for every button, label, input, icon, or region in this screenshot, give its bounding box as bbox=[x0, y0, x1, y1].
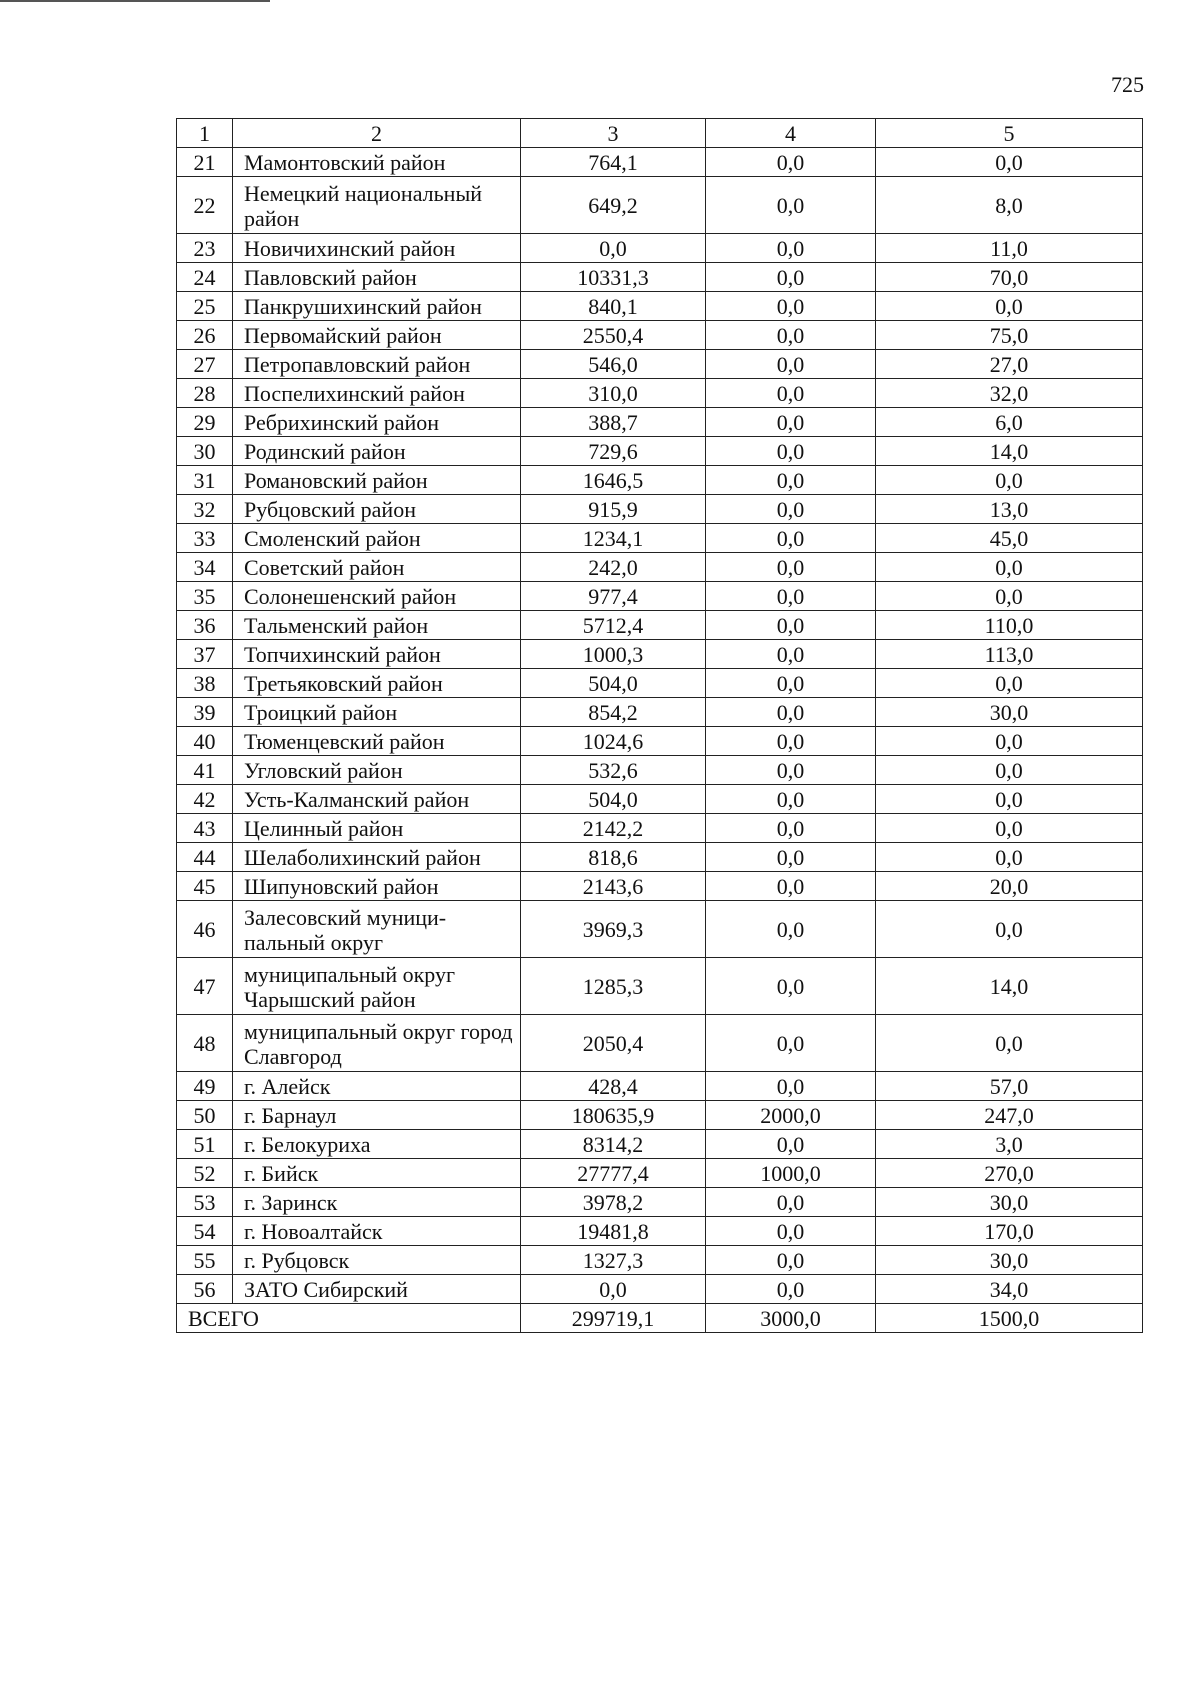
column-4-value-cell: 0,0 bbox=[706, 669, 876, 698]
table-row bbox=[177, 958, 1143, 1015]
column-3-value-cell: 504,0 bbox=[521, 669, 706, 698]
table-row bbox=[177, 1101, 1143, 1130]
row-number-cell: 39 bbox=[177, 698, 233, 727]
column-3-value-cell: 1024,6 bbox=[521, 727, 706, 756]
table-row bbox=[177, 495, 1143, 524]
total-row bbox=[177, 1304, 1143, 1333]
column-5-value-cell: 0,0 bbox=[876, 756, 1143, 785]
column-4-value-cell: 0,0 bbox=[706, 901, 876, 958]
column-3-value-cell: 1646,5 bbox=[521, 466, 706, 495]
row-number-cell: 51 bbox=[177, 1130, 233, 1159]
row-number-cell: 42 bbox=[177, 785, 233, 814]
column-4-value-cell: 0,0 bbox=[706, 1130, 876, 1159]
table-row bbox=[177, 698, 1143, 727]
table-row bbox=[177, 1246, 1143, 1275]
column-3-value-cell: 977,4 bbox=[521, 582, 706, 611]
table-row bbox=[177, 263, 1143, 292]
column-4-value-cell: 0,0 bbox=[706, 698, 876, 727]
row-number-cell: 31 bbox=[177, 466, 233, 495]
column-5-value-cell: 20,0 bbox=[876, 872, 1143, 901]
column-5-value-cell: 110,0 bbox=[876, 611, 1143, 640]
column-5-value-cell: 0,0 bbox=[876, 553, 1143, 582]
scan-edge-line bbox=[0, 0, 270, 2]
column-4-value-cell: 0,0 bbox=[706, 553, 876, 582]
district-name-cell: г. Заринск bbox=[233, 1188, 521, 1217]
header-row bbox=[177, 119, 1143, 148]
column-4-value-cell: 0,0 bbox=[706, 321, 876, 350]
district-name-cell: Угловский район bbox=[233, 756, 521, 785]
row-number-cell: 30 bbox=[177, 437, 233, 466]
row-number-cell: 35 bbox=[177, 582, 233, 611]
table-row bbox=[177, 901, 1143, 958]
column-5-value-cell: 13,0 bbox=[876, 495, 1143, 524]
page-number: 725 bbox=[1111, 72, 1144, 97]
table-row bbox=[177, 1217, 1143, 1246]
column-5-value-cell: 170,0 bbox=[876, 1217, 1143, 1246]
column-4-value-cell: 0,0 bbox=[706, 1275, 876, 1304]
table-row bbox=[177, 785, 1143, 814]
total-c5-value: 1500,0 bbox=[876, 1304, 1143, 1333]
column-5-value-cell: 34,0 bbox=[876, 1275, 1143, 1304]
column-3-value-cell: 1234,1 bbox=[521, 524, 706, 553]
column-4-value-cell: 2000,0 bbox=[706, 1101, 876, 1130]
column-3-value-cell: 915,9 bbox=[521, 495, 706, 524]
district-name-cell: Советский район bbox=[233, 553, 521, 582]
district-name-cell: Мамонтовский район bbox=[233, 148, 521, 177]
column-4-value-cell: 0,0 bbox=[706, 379, 876, 408]
header-cell-4: 4 bbox=[706, 119, 876, 148]
row-number-cell: 27 bbox=[177, 350, 233, 379]
column-5-value-cell: 0,0 bbox=[876, 148, 1143, 177]
column-3-value-cell: 764,1 bbox=[521, 148, 706, 177]
row-number-cell: 54 bbox=[177, 1217, 233, 1246]
district-name-cell: г. Белокуриха bbox=[233, 1130, 521, 1159]
column-4-value-cell: 0,0 bbox=[706, 234, 876, 263]
table-row bbox=[177, 669, 1143, 698]
table-row bbox=[177, 321, 1143, 350]
table-row bbox=[177, 1015, 1143, 1072]
column-4-value-cell: 0,0 bbox=[706, 785, 876, 814]
district-name-cell: Ребрихинский район bbox=[233, 408, 521, 437]
column-4-value-cell: 0,0 bbox=[706, 148, 876, 177]
table-row bbox=[177, 582, 1143, 611]
column-5-value-cell: 113,0 bbox=[876, 640, 1143, 669]
district-name-cell: Новичихинский район bbox=[233, 234, 521, 263]
column-4-value-cell: 0,0 bbox=[706, 843, 876, 872]
column-5-value-cell: 0,0 bbox=[876, 582, 1143, 611]
column-5-value-cell: 0,0 bbox=[876, 292, 1143, 321]
district-name-cell: Поспелихинский район bbox=[233, 379, 521, 408]
district-name-cell: Топчихинский район bbox=[233, 640, 521, 669]
district-name-cell: Панкрушихинский район bbox=[233, 292, 521, 321]
district-name-cell: Троицкий район bbox=[233, 698, 521, 727]
district-name-cell: Павловский район bbox=[233, 263, 521, 292]
total-label: ВСЕГО bbox=[177, 1304, 521, 1333]
column-5-value-cell: 270,0 bbox=[876, 1159, 1143, 1188]
column-3-value-cell: 2550,4 bbox=[521, 321, 706, 350]
district-name-cell: Рубцовский район bbox=[233, 495, 521, 524]
row-number-cell: 52 bbox=[177, 1159, 233, 1188]
column-4-value-cell: 0,0 bbox=[706, 872, 876, 901]
row-number-cell: 38 bbox=[177, 669, 233, 698]
district-name-cell: г. Алейск bbox=[233, 1072, 521, 1101]
header-cell-3: 3 bbox=[521, 119, 706, 148]
column-3-value-cell: 854,2 bbox=[521, 698, 706, 727]
district-name-cell: Солонешенский район bbox=[233, 582, 521, 611]
column-5-value-cell: 14,0 bbox=[876, 437, 1143, 466]
row-number-cell: 41 bbox=[177, 756, 233, 785]
column-4-value-cell: 0,0 bbox=[706, 292, 876, 321]
row-number-cell: 32 bbox=[177, 495, 233, 524]
column-3-value-cell: 27777,4 bbox=[521, 1159, 706, 1188]
district-name-cell: Третьяковский район bbox=[233, 669, 521, 698]
table-row bbox=[177, 292, 1143, 321]
row-number-cell: 44 bbox=[177, 843, 233, 872]
column-3-value-cell: 2143,6 bbox=[521, 872, 706, 901]
table-row bbox=[177, 350, 1143, 379]
header-cell-2: 2 bbox=[233, 119, 521, 148]
column-4-value-cell: 0,0 bbox=[706, 611, 876, 640]
column-4-value-cell: 0,0 bbox=[706, 350, 876, 379]
table-row bbox=[177, 524, 1143, 553]
district-name-cell: Залесовский муници-пальный округ bbox=[233, 901, 521, 958]
district-name-cell: Шипуновский район bbox=[233, 872, 521, 901]
column-4-value-cell: 0,0 bbox=[706, 1015, 876, 1072]
column-4-value-cell: 0,0 bbox=[706, 582, 876, 611]
column-3-value-cell: 0,0 bbox=[521, 1275, 706, 1304]
header-cell-1: 1 bbox=[177, 119, 233, 148]
column-4-value-cell: 0,0 bbox=[706, 640, 876, 669]
column-5-value-cell: 27,0 bbox=[876, 350, 1143, 379]
table-row bbox=[177, 756, 1143, 785]
district-name-cell: муниципальный округ Чарышский район bbox=[233, 958, 521, 1015]
table-row bbox=[177, 1275, 1143, 1304]
column-3-value-cell: 8314,2 bbox=[521, 1130, 706, 1159]
table-row bbox=[177, 1159, 1143, 1188]
row-number-cell: 24 bbox=[177, 263, 233, 292]
row-number-cell: 50 bbox=[177, 1101, 233, 1130]
column-4-value-cell: 0,0 bbox=[706, 814, 876, 843]
total-c4-value: 3000,0 bbox=[706, 1304, 876, 1333]
column-3-value-cell: 818,6 bbox=[521, 843, 706, 872]
column-3-value-cell: 3969,3 bbox=[521, 901, 706, 958]
table-row bbox=[177, 611, 1143, 640]
column-3-value-cell: 649,2 bbox=[521, 177, 706, 234]
column-3-value-cell: 1327,3 bbox=[521, 1246, 706, 1275]
column-3-value-cell: 2050,4 bbox=[521, 1015, 706, 1072]
table-row bbox=[177, 1188, 1143, 1217]
column-5-value-cell: 30,0 bbox=[876, 1188, 1143, 1217]
district-name-cell: г. Новоалтайск bbox=[233, 1217, 521, 1246]
column-5-value-cell: 14,0 bbox=[876, 958, 1143, 1015]
column-4-value-cell: 0,0 bbox=[706, 408, 876, 437]
column-5-value-cell: 0,0 bbox=[876, 814, 1143, 843]
district-name-cell: Тальменский район bbox=[233, 611, 521, 640]
table-row bbox=[177, 379, 1143, 408]
column-5-value-cell: 75,0 bbox=[876, 321, 1143, 350]
column-3-value-cell: 19481,8 bbox=[521, 1217, 706, 1246]
table-row bbox=[177, 177, 1143, 234]
column-3-value-cell: 532,6 bbox=[521, 756, 706, 785]
row-number-cell: 55 bbox=[177, 1246, 233, 1275]
column-5-value-cell: 70,0 bbox=[876, 263, 1143, 292]
column-5-value-cell: 247,0 bbox=[876, 1101, 1143, 1130]
row-number-cell: 37 bbox=[177, 640, 233, 669]
column-3-value-cell: 546,0 bbox=[521, 350, 706, 379]
row-number-cell: 28 bbox=[177, 379, 233, 408]
district-name-cell: Шелаболихинский район bbox=[233, 843, 521, 872]
row-number-cell: 29 bbox=[177, 408, 233, 437]
column-5-value-cell: 0,0 bbox=[876, 901, 1143, 958]
row-number-cell: 21 bbox=[177, 148, 233, 177]
row-number-cell: 22 bbox=[177, 177, 233, 234]
column-4-value-cell: 0,0 bbox=[706, 524, 876, 553]
row-number-cell: 33 bbox=[177, 524, 233, 553]
column-5-value-cell: 0,0 bbox=[876, 466, 1143, 495]
column-5-value-cell: 11,0 bbox=[876, 234, 1143, 263]
column-4-value-cell: 0,0 bbox=[706, 1072, 876, 1101]
column-5-value-cell: 57,0 bbox=[876, 1072, 1143, 1101]
column-5-value-cell: 30,0 bbox=[876, 698, 1143, 727]
column-3-value-cell: 840,1 bbox=[521, 292, 706, 321]
column-5-value-cell: 0,0 bbox=[876, 1015, 1143, 1072]
column-4-value-cell: 0,0 bbox=[706, 177, 876, 234]
row-number-cell: 49 bbox=[177, 1072, 233, 1101]
column-3-value-cell: 10331,3 bbox=[521, 263, 706, 292]
column-5-value-cell: 8,0 bbox=[876, 177, 1143, 234]
row-number-cell: 34 bbox=[177, 553, 233, 582]
column-4-value-cell: 0,0 bbox=[706, 958, 876, 1015]
district-name-cell: Романовский район bbox=[233, 466, 521, 495]
column-4-value-cell: 0,0 bbox=[706, 263, 876, 292]
column-4-value-cell: 0,0 bbox=[706, 466, 876, 495]
row-number-cell: 45 bbox=[177, 872, 233, 901]
district-name-cell: Родинский район bbox=[233, 437, 521, 466]
row-number-cell: 25 bbox=[177, 292, 233, 321]
table-row bbox=[177, 234, 1143, 263]
column-5-value-cell: 45,0 bbox=[876, 524, 1143, 553]
district-name-cell: г. Бийск bbox=[233, 1159, 521, 1188]
row-number-cell: 40 bbox=[177, 727, 233, 756]
column-3-value-cell: 428,4 bbox=[521, 1072, 706, 1101]
row-number-cell: 53 bbox=[177, 1188, 233, 1217]
column-3-value-cell: 0,0 bbox=[521, 234, 706, 263]
column-3-value-cell: 242,0 bbox=[521, 553, 706, 582]
table-row bbox=[177, 437, 1143, 466]
column-4-value-cell: 0,0 bbox=[706, 1246, 876, 1275]
district-name-cell: Первомайский район bbox=[233, 321, 521, 350]
column-4-value-cell: 0,0 bbox=[706, 495, 876, 524]
column-3-value-cell: 3978,2 bbox=[521, 1188, 706, 1217]
row-number-cell: 36 bbox=[177, 611, 233, 640]
column-5-value-cell: 0,0 bbox=[876, 785, 1143, 814]
row-number-cell: 56 bbox=[177, 1275, 233, 1304]
column-5-value-cell: 6,0 bbox=[876, 408, 1143, 437]
column-4-value-cell: 0,0 bbox=[706, 1188, 876, 1217]
row-number-cell: 26 bbox=[177, 321, 233, 350]
column-5-value-cell: 3,0 bbox=[876, 1130, 1143, 1159]
table-row bbox=[177, 814, 1143, 843]
column-4-value-cell: 0,0 bbox=[706, 756, 876, 785]
column-3-value-cell: 504,0 bbox=[521, 785, 706, 814]
row-number-cell: 46 bbox=[177, 901, 233, 958]
table-row bbox=[177, 1130, 1143, 1159]
district-name-cell: г. Барнаул bbox=[233, 1101, 521, 1130]
table-row bbox=[177, 640, 1143, 669]
header-cell-5: 5 bbox=[876, 119, 1143, 148]
column-3-value-cell: 180635,9 bbox=[521, 1101, 706, 1130]
row-number-cell: 23 bbox=[177, 234, 233, 263]
column-5-value-cell: 0,0 bbox=[876, 669, 1143, 698]
district-name-cell: Целинный район bbox=[233, 814, 521, 843]
data-table bbox=[176, 118, 1143, 1333]
total-c3-value: 299719,1 bbox=[521, 1304, 706, 1333]
district-name-cell: Тюменцевский район bbox=[233, 727, 521, 756]
district-name-cell: Усть-Калманский район bbox=[233, 785, 521, 814]
column-5-value-cell: 32,0 bbox=[876, 379, 1143, 408]
column-3-value-cell: 310,0 bbox=[521, 379, 706, 408]
column-4-value-cell: 1000,0 bbox=[706, 1159, 876, 1188]
column-3-value-cell: 5712,4 bbox=[521, 611, 706, 640]
column-5-value-cell: 30,0 bbox=[876, 1246, 1143, 1275]
district-name-cell: Смоленский район bbox=[233, 524, 521, 553]
table-row bbox=[177, 1072, 1143, 1101]
table-row bbox=[177, 148, 1143, 177]
district-name-cell: ЗАТО Сибирский bbox=[233, 1275, 521, 1304]
table-row bbox=[177, 408, 1143, 437]
column-3-value-cell: 2142,2 bbox=[521, 814, 706, 843]
column-4-value-cell: 0,0 bbox=[706, 437, 876, 466]
column-3-value-cell: 729,6 bbox=[521, 437, 706, 466]
column-4-value-cell: 0,0 bbox=[706, 1217, 876, 1246]
column-4-value-cell: 0,0 bbox=[706, 727, 876, 756]
table-row bbox=[177, 872, 1143, 901]
table-row bbox=[177, 553, 1143, 582]
table-row bbox=[177, 727, 1143, 756]
district-name-cell: Немецкий национальный район bbox=[233, 177, 521, 234]
district-name-cell: Петропавловский район bbox=[233, 350, 521, 379]
table-row bbox=[177, 843, 1143, 872]
column-3-value-cell: 1000,3 bbox=[521, 640, 706, 669]
district-name-cell: муниципальный округ город Славгород bbox=[233, 1015, 521, 1072]
column-5-value-cell: 0,0 bbox=[876, 727, 1143, 756]
column-3-value-cell: 1285,3 bbox=[521, 958, 706, 1015]
table-row bbox=[177, 466, 1143, 495]
row-number-cell: 43 bbox=[177, 814, 233, 843]
row-number-cell: 48 bbox=[177, 1015, 233, 1072]
column-3-value-cell: 388,7 bbox=[521, 408, 706, 437]
district-name-cell: г. Рубцовск bbox=[233, 1246, 521, 1275]
column-5-value-cell: 0,0 bbox=[876, 843, 1143, 872]
row-number-cell: 47 bbox=[177, 958, 233, 1015]
